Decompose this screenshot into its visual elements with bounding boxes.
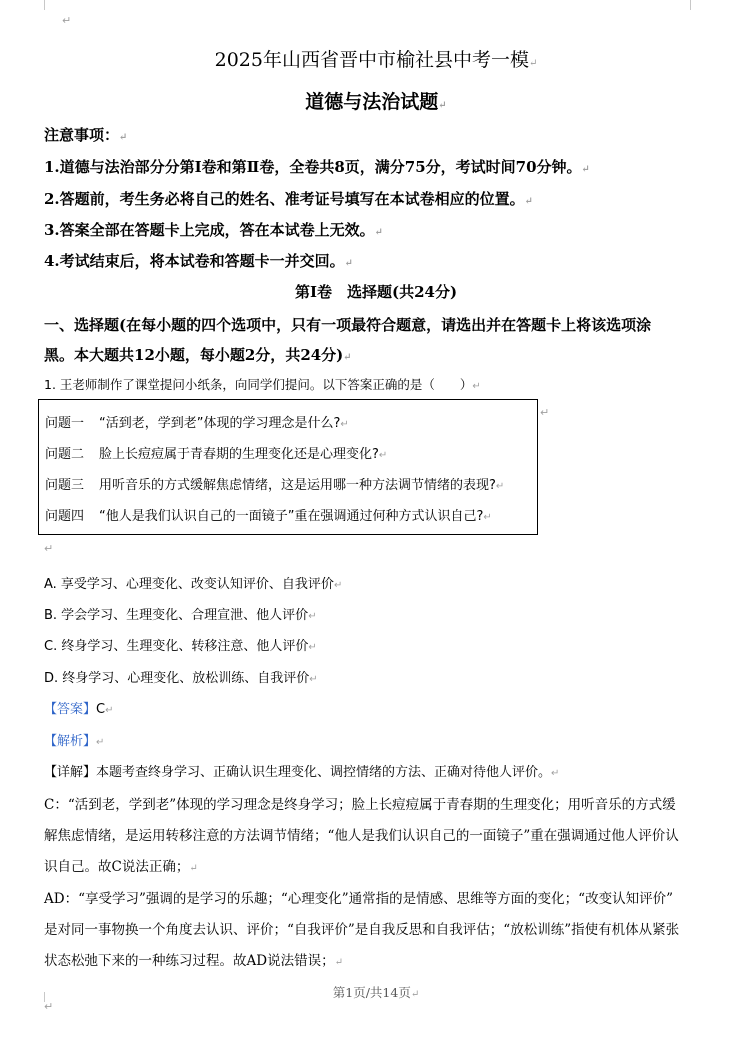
answer-line: 【答案】C↵ [44,702,114,717]
analysis-tag: 【解析】 [44,734,97,749]
option-d: D. 终身学习、心理变化、放松训练、自我评价↵ [44,671,318,686]
box-question: 问题二 脸上长痘痘属于青春期的生理变化还是心理变化?↵ [45,447,388,462]
option-c: C. 终身学习、生理变化、转移注意、他人评价↵ [44,639,317,654]
page-footer: 第1页/共14页↵ [332,985,420,1000]
explanation-c: C：“活到老，学到老”体现的学习理念是终身学习；脸上长痘痘属于青春期的生理变化；用听音乐的方式缓 [44,797,676,813]
section-title: 第Ⅰ卷 选择题(共24分) [294,283,458,301]
section-instruction: 黑。本大题共12小题，每小题2分，共24分)↵ [44,346,352,364]
box-question: 问题三 用听音乐的方式缓解焦虑情绪，这是运用哪一种方法调节情绪的表现?↵ [45,478,505,493]
question-stem: 1. 王老师制作了课堂提问小纸条，向同学们提问。以下答案正确的是（ ）↵ [44,377,481,392]
note-item: 3.答案全部在答题卡上完成，答在本试卷上无效。↵ [44,221,384,239]
notes-heading: 注意事项：↵ [44,126,128,144]
note-item: 1.道德与法治部分分第Ⅰ卷和第Ⅱ卷，全卷共8页，满分75分，考试时间70分钟。↵ [44,158,590,176]
note-item: 4.考试结束后，将本试卷和答题卡一并交回。↵ [44,252,354,270]
answer-tag: 【答案】 [44,702,97,717]
paragraph-mark: ↵ [540,406,550,419]
page-number: 第1页/共14页 [332,985,411,1000]
paragraph-mark: ↵ [62,14,72,27]
detail-tag: 【详解】 [44,765,97,780]
paragraph-mark: ↵ [44,1000,54,1013]
crop-mark-top-left [34,0,45,10]
analysis-line: 【解析】↵ [44,734,105,749]
crop-mark-top-right [690,0,701,10]
section-instruction: 一、选择题(在每小题的四个选项中，只有一项最符合题意，请选出并在答题卡上将该选项涂 [44,316,652,334]
exam-subtitle: 道德与法治试题↵ [305,91,447,113]
explanation-ad: 状态松弛下来的一种练习过程。故AD说法错误；↵ [44,953,343,969]
explanation-ad: AD：“享受学习”强调的是学习的乐趣；“心理变化”通常指的是情感、思维等方面的变化；“改变认知评价” [44,891,673,907]
option-b: B. 学会学习、生理变化、合理宣泄、他人评价↵ [44,608,317,623]
explanation-ad: 是对同一事物换一个角度去认识、评价；“自我评价”是自我反思和自我评估；“放松训练”指使有机体从紧张 [44,922,680,938]
paragraph-mark: ↵ [44,542,54,555]
explanation-c: 识自己。故C说法正确；↵ [44,859,198,875]
exam-title: 2025年山西省晋中市榆社县中考一模↵ [214,49,538,71]
question-box [38,399,538,535]
note-item: 2.答题前，考生务必将自己的姓名、准考证号填写在本试卷相应的位置。↵ [44,190,534,208]
box-question: 问题一 “活到老，学到老”体现的学习理念是什么?↵ [45,416,349,431]
detail-line: 【详解】本题考查终身学习、正确认识生理变化、调控情绪的方法、正确对待他人评价。↵ [44,765,560,780]
option-a: A. 享受学习、心理变化、改变认知评价、自我评价↵ [44,577,343,592]
box-question: 问题四 “他人是我们认识自己的一面镜子”重在强调通过何种方式认识自己?↵ [45,509,492,524]
answer-value: C [96,702,106,717]
explanation-c: 解焦虑情绪，是运用转移注意的方法调节情绪；“他人是我们认识自己的一面镜子”重在强调通过他人评价认 [44,828,679,844]
